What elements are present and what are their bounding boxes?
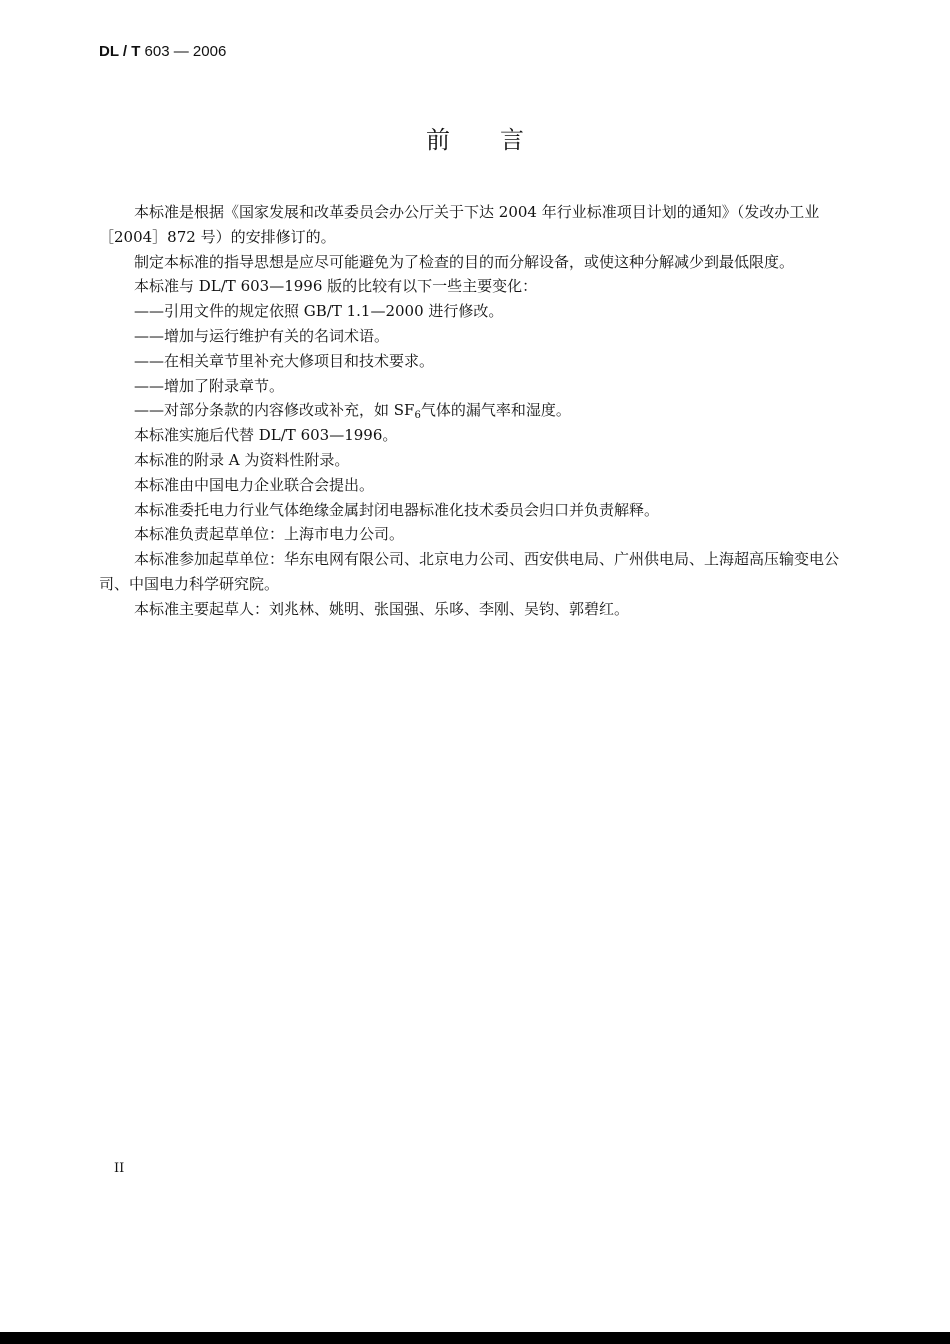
sf6-subscript: 6 [414,410,421,422]
change-item-5-post: 气体的漏气率和湿度。 [420,401,571,420]
change-item-3: ——在相关章节里补充大修项目和技术要求。 [134,351,435,370]
paragraph-lead-drafter: 本标准负责起草单位：上海市电力公司。 [134,525,405,544]
bottom-edge-bar [0,1332,950,1344]
paragraph-basis: 本标准是根据《国家发展和改革委员会办公厅关于下达 2004 年行业标准项目计划的通知》（发改办工业［2004］872 号）的安排修订的。 [99,203,820,246]
paragraph-participating-units: 本标准参加起草单位：华东电网有限公司、北京电力公司、西安供电局、广州供电局、上海超高压输变电公司、中国电力科学研究院。 [99,550,840,593]
page-number: II [114,1161,125,1176]
change-item-5 [99,398,851,423]
paragraph-interpretation: 本标准委托电力行业气体绝缘金属封闭电器标准化技术委员会归口并负责解释。 [134,500,660,519]
paragraph-replaces: 本标准实施后代替 DL/T 603—1996。 [134,426,398,445]
change-item-2: ——增加与运行维护有关的名词术语。 [134,326,390,345]
document-code [99,43,226,60]
change-item-4: ——增加了附录章节。 [134,376,285,395]
paragraph-appendix: 本标准的附录 A 为资料性附录。 [134,450,350,469]
change-item-1: ——引用文件的规定依照 GB/T 1.1—2000 进行修改。 [134,302,504,321]
change-item-5-pre: ——对部分条款的内容修改或补充，如 SF [134,401,415,420]
paragraph-main-drafters: 本标准主要起草人：刘兆林、姚明、张国强、乐哆、李刚、吴钧、郭碧红。 [134,599,630,618]
document-code-prefix: DL / T [99,43,141,60]
paragraph-proposed-by: 本标准由中国电力企业联合会提出。 [134,475,375,494]
document-code-number: 603 — 2006 [140,43,227,60]
paragraph-changes-intro: 本标准与 DL/T 603—1996 版的比较有以下一些主要变化： [134,277,538,296]
page-title: 前言 [426,126,574,154]
paragraph-guiding-idea: 制定本标准的指导思想是应尽可能避免为了检查的目的而分解设备，或使这种分解减少到最低限度。 [134,252,795,271]
foreword-body [99,200,851,622]
